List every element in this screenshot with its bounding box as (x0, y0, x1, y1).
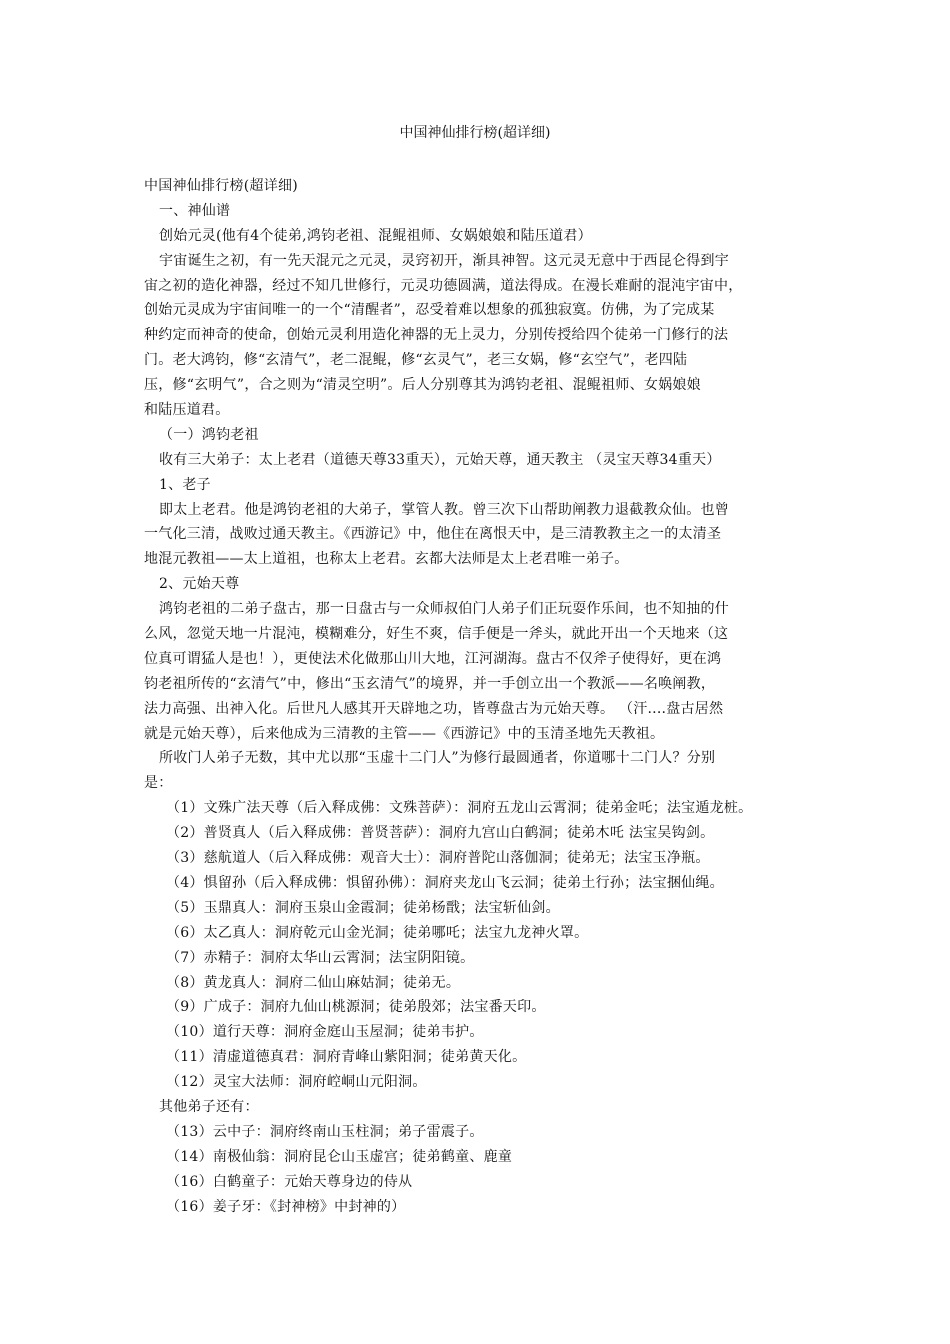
disciples-line: 收有三大弟子：太上老君（道德天尊33重天），元始天尊，通天教主 （灵宝天尊34重天） (159, 451, 721, 468)
paragraph-line: 种约定而神奇的使命，创始元灵利用造化神器的无上灵力，分别传授给四个徒弟一门修行的法 (144, 327, 729, 344)
item-heading-laozi: 1、老子 (159, 476, 211, 493)
paragraph-line: 位真可谓猛人是也！），更使法术化做那山川大地，江河湖海。盘古不仅斧子使得好，更在鸿 (144, 650, 722, 667)
document-title: 中国神仙排行榜(超详细) (399, 125, 551, 141)
paragraph-yuanshi (144, 597, 810, 746)
document-body (144, 174, 810, 1219)
list-item: （1）文殊广法天尊（后入释成佛：文殊菩萨）：洞府五龙山云霄洞；徒弟金吒；法宝遁龙桩。 (166, 800, 753, 817)
other-disciple-list (144, 1120, 810, 1220)
list-item: （8）黄龙真人：洞府二仙山麻姑洞；徒弟无。 (166, 974, 461, 991)
heading: 中国神仙排行榜(超详细) (144, 178, 298, 194)
list-item: （7）赤精子：洞府太华山云霄洞；法宝阴阳镜。 (166, 949, 475, 966)
paragraph-line: 所收门人弟子无数，其中尤以那“玉虚十二门人”为修行最圆通者，你道哪十二门人？分别 (159, 750, 716, 767)
paragraph-line: 地混元教祖——太上道祖，也称太上老君。玄都大法师是太上老君唯一弟子。 (144, 551, 629, 568)
paragraph-line: 宇宙诞生之初，有一先天混元之元灵，灵窍初开，渐具神智。这元灵无意中于西昆仑得到宇 (159, 252, 729, 269)
paragraph-line: 么风，忽觉天地一片混沌，模糊难分，好生不爽，信手便是一斧头，就此开出一个天地来（这 (144, 626, 729, 643)
paragraph-origin (144, 249, 810, 423)
paragraph-line: 宙之初的造化神器，经过不知几世修行，元灵功德圆满，道法得成。在漫长难耐的混沌宇宙中， (144, 277, 743, 294)
paragraph-line: 鸿钧老祖的二弟子盘古，那一日盘古与一众师叔伯门人弟子们正玩耍作乐间，也不知抽的什 (159, 601, 729, 618)
list-item: （10）道行天尊：洞府金庭山玉屋洞；徒弟韦护。 (166, 1024, 484, 1041)
section-heading: 一、神仙谱 (159, 202, 231, 219)
paragraph-line: 是： (144, 775, 173, 792)
paragraph-line: 压，修“玄明气”，合之则为“清灵空明”。后人分别尊其为鸿钧老祖、混鲲祖师、女娲娘娘 (144, 377, 701, 394)
disciple-list (144, 796, 810, 1095)
list-item: （13）云中子：洞府终南山玉柱洞；弟子雷震子。 (166, 1123, 484, 1140)
list-item: （2）普贤真人（后入释成佛：普贤菩萨）：洞府九宫山白鹤洞；徒弟木吒 法宝吴钩剑。 (166, 825, 715, 842)
paragraph-line: 就是元始天尊），后来他成为三清教的主管——《西游记》中的玉清圣地先天教祖。 (144, 725, 665, 742)
paragraph-line: 一气化三清，战败过通天教主。《西游记》中，他住在离恨天中，是三清教教主之一的太清圣 (144, 526, 722, 543)
paragraph-disciples (144, 746, 810, 796)
paragraph-line: 和陆压道君。 (144, 402, 230, 419)
others-label: 其他弟子还有： (159, 1098, 259, 1115)
list-item: （11）清虚道德真君：洞府青峰山紫阳洞；徒弟黄天化。 (166, 1049, 527, 1066)
paragraph-laozi (144, 498, 810, 573)
list-item: （9）广成子：洞府九仙山桃源洞；徒弟殷郊；法宝番天印。 (166, 999, 546, 1016)
list-item: （4）惧留孙（后入释成佛：惧留孙佛）：洞府夹龙山飞云洞；徒弟土行孙；法宝捆仙绳。 (166, 874, 724, 891)
paragraph-line: 门。老大鸿钧，修“玄清气”，老二混鲲，修“玄灵气”，老三女娲，修“玄空气”，老四陆 (144, 352, 688, 369)
list-item: （16）姜子牙：《封神榜》中封神的） (166, 1198, 406, 1215)
item-heading-yuanshi: 2、元始天尊 (159, 576, 240, 593)
paragraph-line: 法力高强、出神入化。后世凡人感其开天辟地之功，皆尊盘古为元始天尊。 （汗....盘古居然 (144, 700, 724, 717)
list-item: （5）玉鼎真人：洞府玉泉山金霞洞；徒弟杨戬；法宝斩仙剑。 (166, 899, 560, 916)
list-item: （16）白鹤童子：元始天尊身边的侍从 (166, 1173, 413, 1190)
list-item: （14）南极仙翁：洞府昆仑山玉虚宫；徒弟鹤童、鹿童 (166, 1148, 513, 1165)
paragraph-line: 即太上老君。他是鸿钧老祖的大弟子，掌管人教。曾三次下山帮助阐教力退截教众仙。也曾 (159, 501, 729, 518)
paragraph-line: 钧老祖所传的“玄清气”中，修出“玉玄清气”的境界，并一手创立出一个教派——名唤阐教， (144, 675, 716, 692)
list-item: （12）灵宝大法师：洞府崆峒山元阳洞。 (166, 1074, 427, 1091)
list-item: （3）慈航道人（后入释成佛：观音大士）：洞府普陀山落伽洞；徒弟无；法宝玉净瓶。 (166, 850, 710, 867)
intro-line: 创始元灵(他有4个徒弟,鸿钧老祖、混鲲祖师、女娲娘娘和陆压道君） (159, 227, 592, 244)
list-item: （6）太乙真人：洞府乾元山金光洞；徒弟哪吒；法宝九龙神火罩。 (166, 924, 589, 941)
subsection-heading: （一）鸿钧老祖 (159, 426, 259, 443)
paragraph-line: 创始元灵成为宇宙间唯一的一个“清醒者”，忍受着难以想象的孤独寂寞。仿佛，为了完成某 (144, 302, 715, 319)
